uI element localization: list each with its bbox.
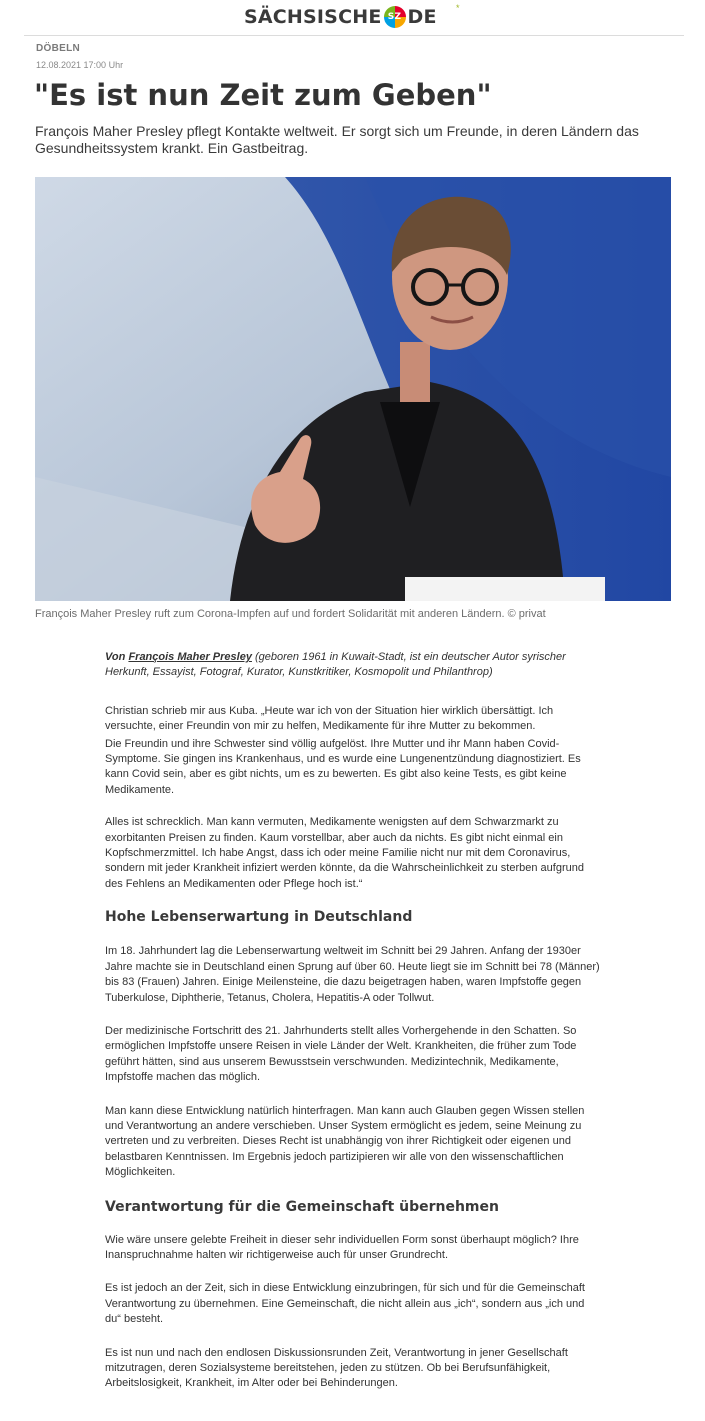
article-teaser: François Maher Presley pflegt Kontakte weltweit. Er sorgt sich um Freunde, in deren Ländern das Gesundheitssystem krankt. Ein Gastbeitrag. bbox=[35, 123, 639, 156]
article-headline: "Es ist nun Zeit zum Geben" bbox=[34, 78, 492, 112]
paragraph: Wie wäre unsere gelebte Freiheit in dieser sehr individuellen Form sonst überhaupt möglich? Ihre Inanspruchnahme halten wir richtigerweise auch für unser Grundrecht. bbox=[105, 1233, 579, 1261]
paragraph: Man kann diese Entwicklung natürlich hinterfragen. Man kann auch Glauben gegen Wissen stellen und Verantwortung an andere verschieben. Unser System ermöglicht es jedem, seine Meinung zu vertreten und zu verbreiten. Dieses Recht ist unabhängig von ihrer Richtigkeit oder eigenen und belastbaren Kenntnissen. Im Ergebnis jedoch partizipieren wir alle von den wissenschaftlichen Möglichkeiten. bbox=[105, 1104, 585, 1179]
author-link[interactable]: François Maher Presley bbox=[128, 651, 252, 663]
masthead bbox=[0, 0, 705, 34]
paragraph: Der medizinische Fortschritt des 21. Jahrhunderts stellt alles Vorhergehende in den Schatten. So ermöglichen Impfstoffe unsere Reisen in viele Länder der Welt. Krankheiten, die früher zum Tode geführt hätten, sind aus unserem Bewusstsein verschwunden. Medizintechnik, Medikamente, Impfstoffe machen das möglich. bbox=[105, 1024, 577, 1084]
paragraph: Es ist jedoch an der Zeit, sich in diese Entwicklung einzubringen, für sich und für die Gemeinschaft Verantwortung zu übernehmen. Eine Gemeinschaft, die nicht allein aus „ich“, sondern aus „ich und du“ besteht. bbox=[105, 1282, 585, 1326]
article-body bbox=[105, 650, 602, 1392]
sz-logo-text: SZ bbox=[387, 12, 402, 22]
paragraph: Alles ist schrecklich. Man kann vermuten, Medikamente wenigsten auf dem Schwarzmarkt zu exorbitanten Preisen zu finden. Kaum vorstellbar, aber auch da nichts. Es gibt nicht einmal ein Kopfschmerzmittel. Ich habe Angst, dass ich oder meine Familie nicht nur mit dem Coronavirus, sondern mit jeder Krankheit infiziert werden könnte, da die Wahrscheinlichkeit zu sterben aufgrund des Fehlens an Medikamenten oder Pflege hoch ist.“ bbox=[105, 816, 584, 890]
author-bio: (geboren 1961 in Kuwait-Stadt, ist ein deutscher Autor syrischer Herkunft, Essayist, Fotograf, Kurator, Kunstkritiker, Kosmopolit und Philanthrop) bbox=[105, 651, 566, 679]
brand-logo-link[interactable] bbox=[244, 4, 437, 30]
subheading: Verantwortung für die Gemeinschaft übernehmen bbox=[105, 1198, 499, 1215]
article-photo[interactable] bbox=[35, 177, 671, 601]
portrait-illustration bbox=[35, 177, 671, 601]
paragraph: Im 18. Jahrhundert lag die Lebenserwartung weltweit im Schnitt bei 29 Jahren. Anfang der 1930er Jahre machte sie in Deutschland einen Sprung auf über 60. Heute liegt sie im Schnitt bei 78 (Männer) bis 83 (Frauen) Jahren. Einige Meilensteine, die dazu beigetragen haben, waren Impfstoffe gegen Tuberkulose, Diphtherie, Tetanus, Cholera, Hepatitis-A oder Tollwut. bbox=[105, 945, 600, 1004]
byline-prefix: Von bbox=[105, 651, 129, 663]
header-divider bbox=[24, 35, 684, 36]
brand-star-icon: * bbox=[456, 3, 460, 13]
brand-name-right: DE bbox=[407, 6, 437, 28]
brand-name-left: SÄCHSISCHE bbox=[244, 6, 382, 28]
subheading: Hohe Lebenserwartung in Deutschland bbox=[105, 909, 413, 926]
sz-logo-icon bbox=[384, 6, 406, 28]
paragraph: Es ist nun und nach den endlosen Diskussionsrunden Zeit, Verantwortung in jener Gesellschaft mitzutragen, deren Sozialsysteme bereitstehen, jeden zu stützen. Ob bei Berufsunfähigkeit, Arbeitslosigkeit, Krankheit, im Alter oder bei Behinderungen. bbox=[105, 1346, 568, 1390]
section-label[interactable]: DÖBELN bbox=[36, 43, 81, 54]
author-byline bbox=[105, 650, 602, 681]
paragraph: Die Freundin und ihre Schwester sind völlig aufgelöst. Ihre Mutter und ihr Mann haben Covid-Symptome. Sie gingen ins Krankenhaus, und es wurde eine Lungenentzündung diagnostiziert. Es kann Covid sein, aber es gibt nichts, um es zu bewerten. Es gibt also keine Tests, es gibt keine Medikamente. bbox=[105, 737, 581, 796]
publish-date: 12.08.2021 17:00 Uhr bbox=[36, 60, 124, 70]
image-caption: François Maher Presley ruft zum Corona-Impfen auf und fordert Solidarität mit anderen Ländern. © privat bbox=[35, 608, 546, 620]
paragraph: Christian schrieb mir aus Kuba. „Heute war ich von der Situation hier wirklich übersättigt. Ich versuchte, einer Freundin von mir zu helfen, Medikamente für ihre Mutter zu bekommen. bbox=[105, 704, 554, 733]
